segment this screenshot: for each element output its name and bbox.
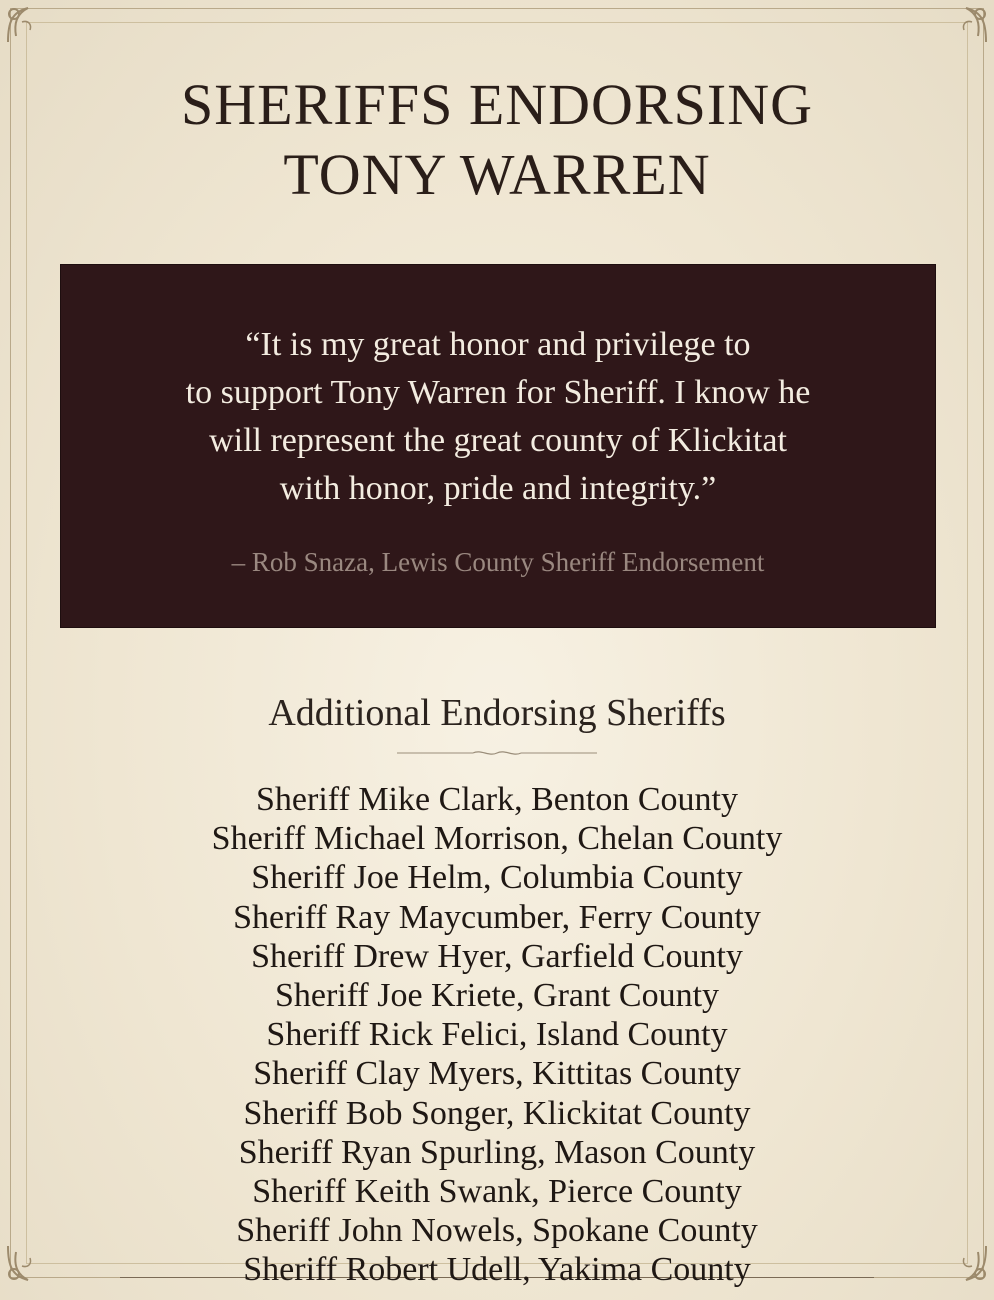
list-item: Sheriff Joe Kriete, Grant County: [274, 977, 720, 1015]
sheriff-list: [0, 780, 994, 1290]
corner-flourish-icon: [2, 2, 48, 48]
list-item: Sheriff Drew Hyer, Garfield County: [251, 937, 743, 975]
title-line-1: SHERIFFS ENDORSING: [181, 72, 813, 137]
list-item: Sheriff Clay Myers, Kittitas County: [253, 1055, 741, 1093]
list-item: Sheriff Bob Songer, Klickitat County: [243, 1094, 751, 1132]
ornamental-divider-icon: [397, 748, 597, 758]
list-item: Sheriff Keith Swank, Pierce County: [252, 1173, 742, 1211]
page-title: [0, 70, 994, 210]
quote-line: to support Tony Warren for Sheriff. I know he: [185, 374, 811, 411]
list-item: Sheriff Rick Felici, Island County: [266, 1016, 728, 1054]
quote-line: “It is my great honor and privilege to: [245, 326, 751, 363]
list-item: Sheriff Ryan Spurling, Mason County: [238, 1133, 756, 1171]
list-item: Sheriff Robert Udell, Yakima County: [243, 1251, 751, 1289]
quote-line: with honor, pride and integrity.”: [279, 470, 717, 507]
quote-line: will represent the great county of Klickitat: [209, 422, 787, 459]
corner-flourish-icon: [946, 2, 992, 48]
list-item: Sheriff Michael Morrison, Chelan County: [211, 820, 783, 858]
list-item: Sheriff Ray Maycumber, Ferry County: [233, 898, 761, 936]
list-item: Sheriff Joe Helm, Columbia County: [251, 859, 743, 897]
quote-box: [60, 264, 936, 628]
quote-attribution: – Rob Snaza, Lewis County Sheriff Endorsement: [231, 547, 765, 577]
list-item: Sheriff John Nowels, Spokane County: [236, 1212, 758, 1250]
additional-sheriffs-heading: Additional Endorsing Sheriffs: [268, 692, 726, 734]
title-line-2: TONY WARREN: [283, 142, 711, 207]
list-item: Sheriff Mike Clark, Benton County: [256, 781, 738, 818]
endorsement-quote: [81, 321, 915, 513]
